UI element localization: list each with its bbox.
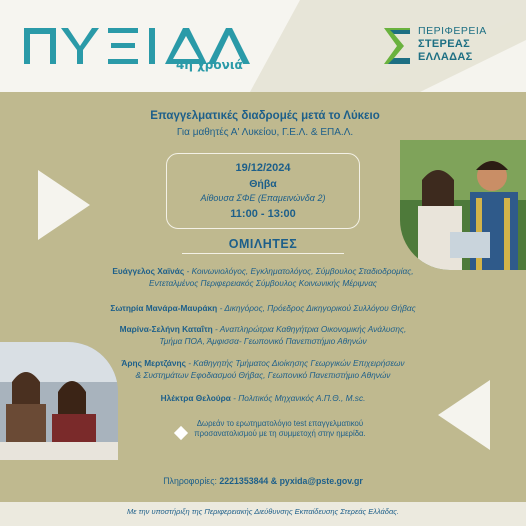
speaker-name: Σωτηρία Μανάρα-Μαυράκη (110, 303, 218, 313)
info-text (190, 419, 370, 439)
contact-amp: & (270, 476, 278, 486)
region-line1: ΠΕΡΙΦΕΡΕΙΑ (418, 25, 487, 37)
speaker-role: - Καθηγητής Τμήματος Διοίκησης Γεωργικών Επιχειρήσεων (185, 358, 405, 368)
event-city: Θήβα (249, 178, 277, 190)
play-triangle-icon (438, 380, 490, 450)
event-title: Επαγγελματικές διαδρομές μετά το Λύκειο (150, 110, 380, 122)
speaker-name: Μαρίνα-Σελήνη Καταΐτη (119, 324, 213, 334)
students-photo-icon (400, 140, 526, 270)
contact-phone[interactable]: 2221353844 (219, 476, 269, 486)
contact-line (100, 476, 426, 486)
students-photo-right (400, 140, 526, 270)
play-triangle-icon (38, 170, 90, 240)
info-line1: Δωρεάν το ερωτηματολόγιο test επαγγελματικού (196, 419, 364, 428)
speaker-item (63, 302, 463, 314)
speaker-role: - Αναπληρώτρια Καθηγήτρια Οικονομικής Ανάλυσης, (212, 324, 407, 334)
speaker-item (63, 323, 463, 347)
speaker-name: Άρης Μερτζάνης (121, 358, 186, 368)
speaker-role: - Δικηγόρος, Πρόεδρος Δικηγορικού Συλλόγου Θήβας (217, 303, 416, 313)
footer-note: Με την υποστήριξη της Περιφερειακής Διεύθυνσης Εκπαίδευσης Στερεάς Ελλάδας. (127, 507, 399, 516)
speaker-role-cont: Τμήμα ΠΟΑ, Άμφισσα- Γεωπονικό Πανεπιστήμιο Αθηνών (159, 336, 367, 346)
speaker-item (63, 265, 463, 289)
speaker-name: Ευάγγελος Χαϊνάς (112, 266, 185, 276)
region-name (418, 25, 487, 64)
speakers-heading: ΟΜΙΛΗΤΕΣ (228, 237, 298, 251)
logo-subtitle: 4η χρονιά (176, 58, 243, 72)
region-line2: ΣΤΕΡΕΑΣ (418, 38, 470, 50)
speaker-item (63, 357, 463, 381)
contact-label: Πληροφορίες: (163, 476, 217, 486)
speaker-item (63, 392, 463, 404)
region-line3: ΕΛΛΑΔΑΣ (418, 51, 473, 63)
event-date: 19/12/2024 (235, 162, 291, 174)
speaker-role-cont: & Συστημάτων Εφοδιασμού Θήβας, Γεωπονικό Πανεπιστήμιο Αθηνών (135, 370, 391, 380)
event-venue: Αίθουσα ΣΦΕ (Επαμεινώνδα 2) (200, 193, 326, 203)
speaker-name: Ηλέκτρα Θελούρα (160, 393, 231, 403)
speakers-divider (182, 253, 344, 254)
event-time: 11:00 - 13:00 (230, 208, 296, 220)
event-subtitle: Για μαθητές Α' Λυκείου, Γ.Ε.Λ. & ΕΠΑ.Λ. (176, 127, 354, 138)
info-line2: προσανατολισμού με τη συμμετοχή στην ημερίδα. (194, 429, 366, 438)
contact-email[interactable]: pyxida@pste.gov.gr (279, 476, 363, 486)
speaker-role: - Κοινωνιολόγος, Εγκληματολόγος, Σύμβουλος Σταδιοδρομίας, (184, 266, 414, 276)
speaker-role: - Πολιτικός Μηχανικός Α.Π.Θ., M.sc. (230, 393, 366, 403)
speaker-role-cont: Εντεταλμένος Περιφερειακός Σύμβουλος Κοινωνικής Μέριμνας (149, 278, 377, 288)
